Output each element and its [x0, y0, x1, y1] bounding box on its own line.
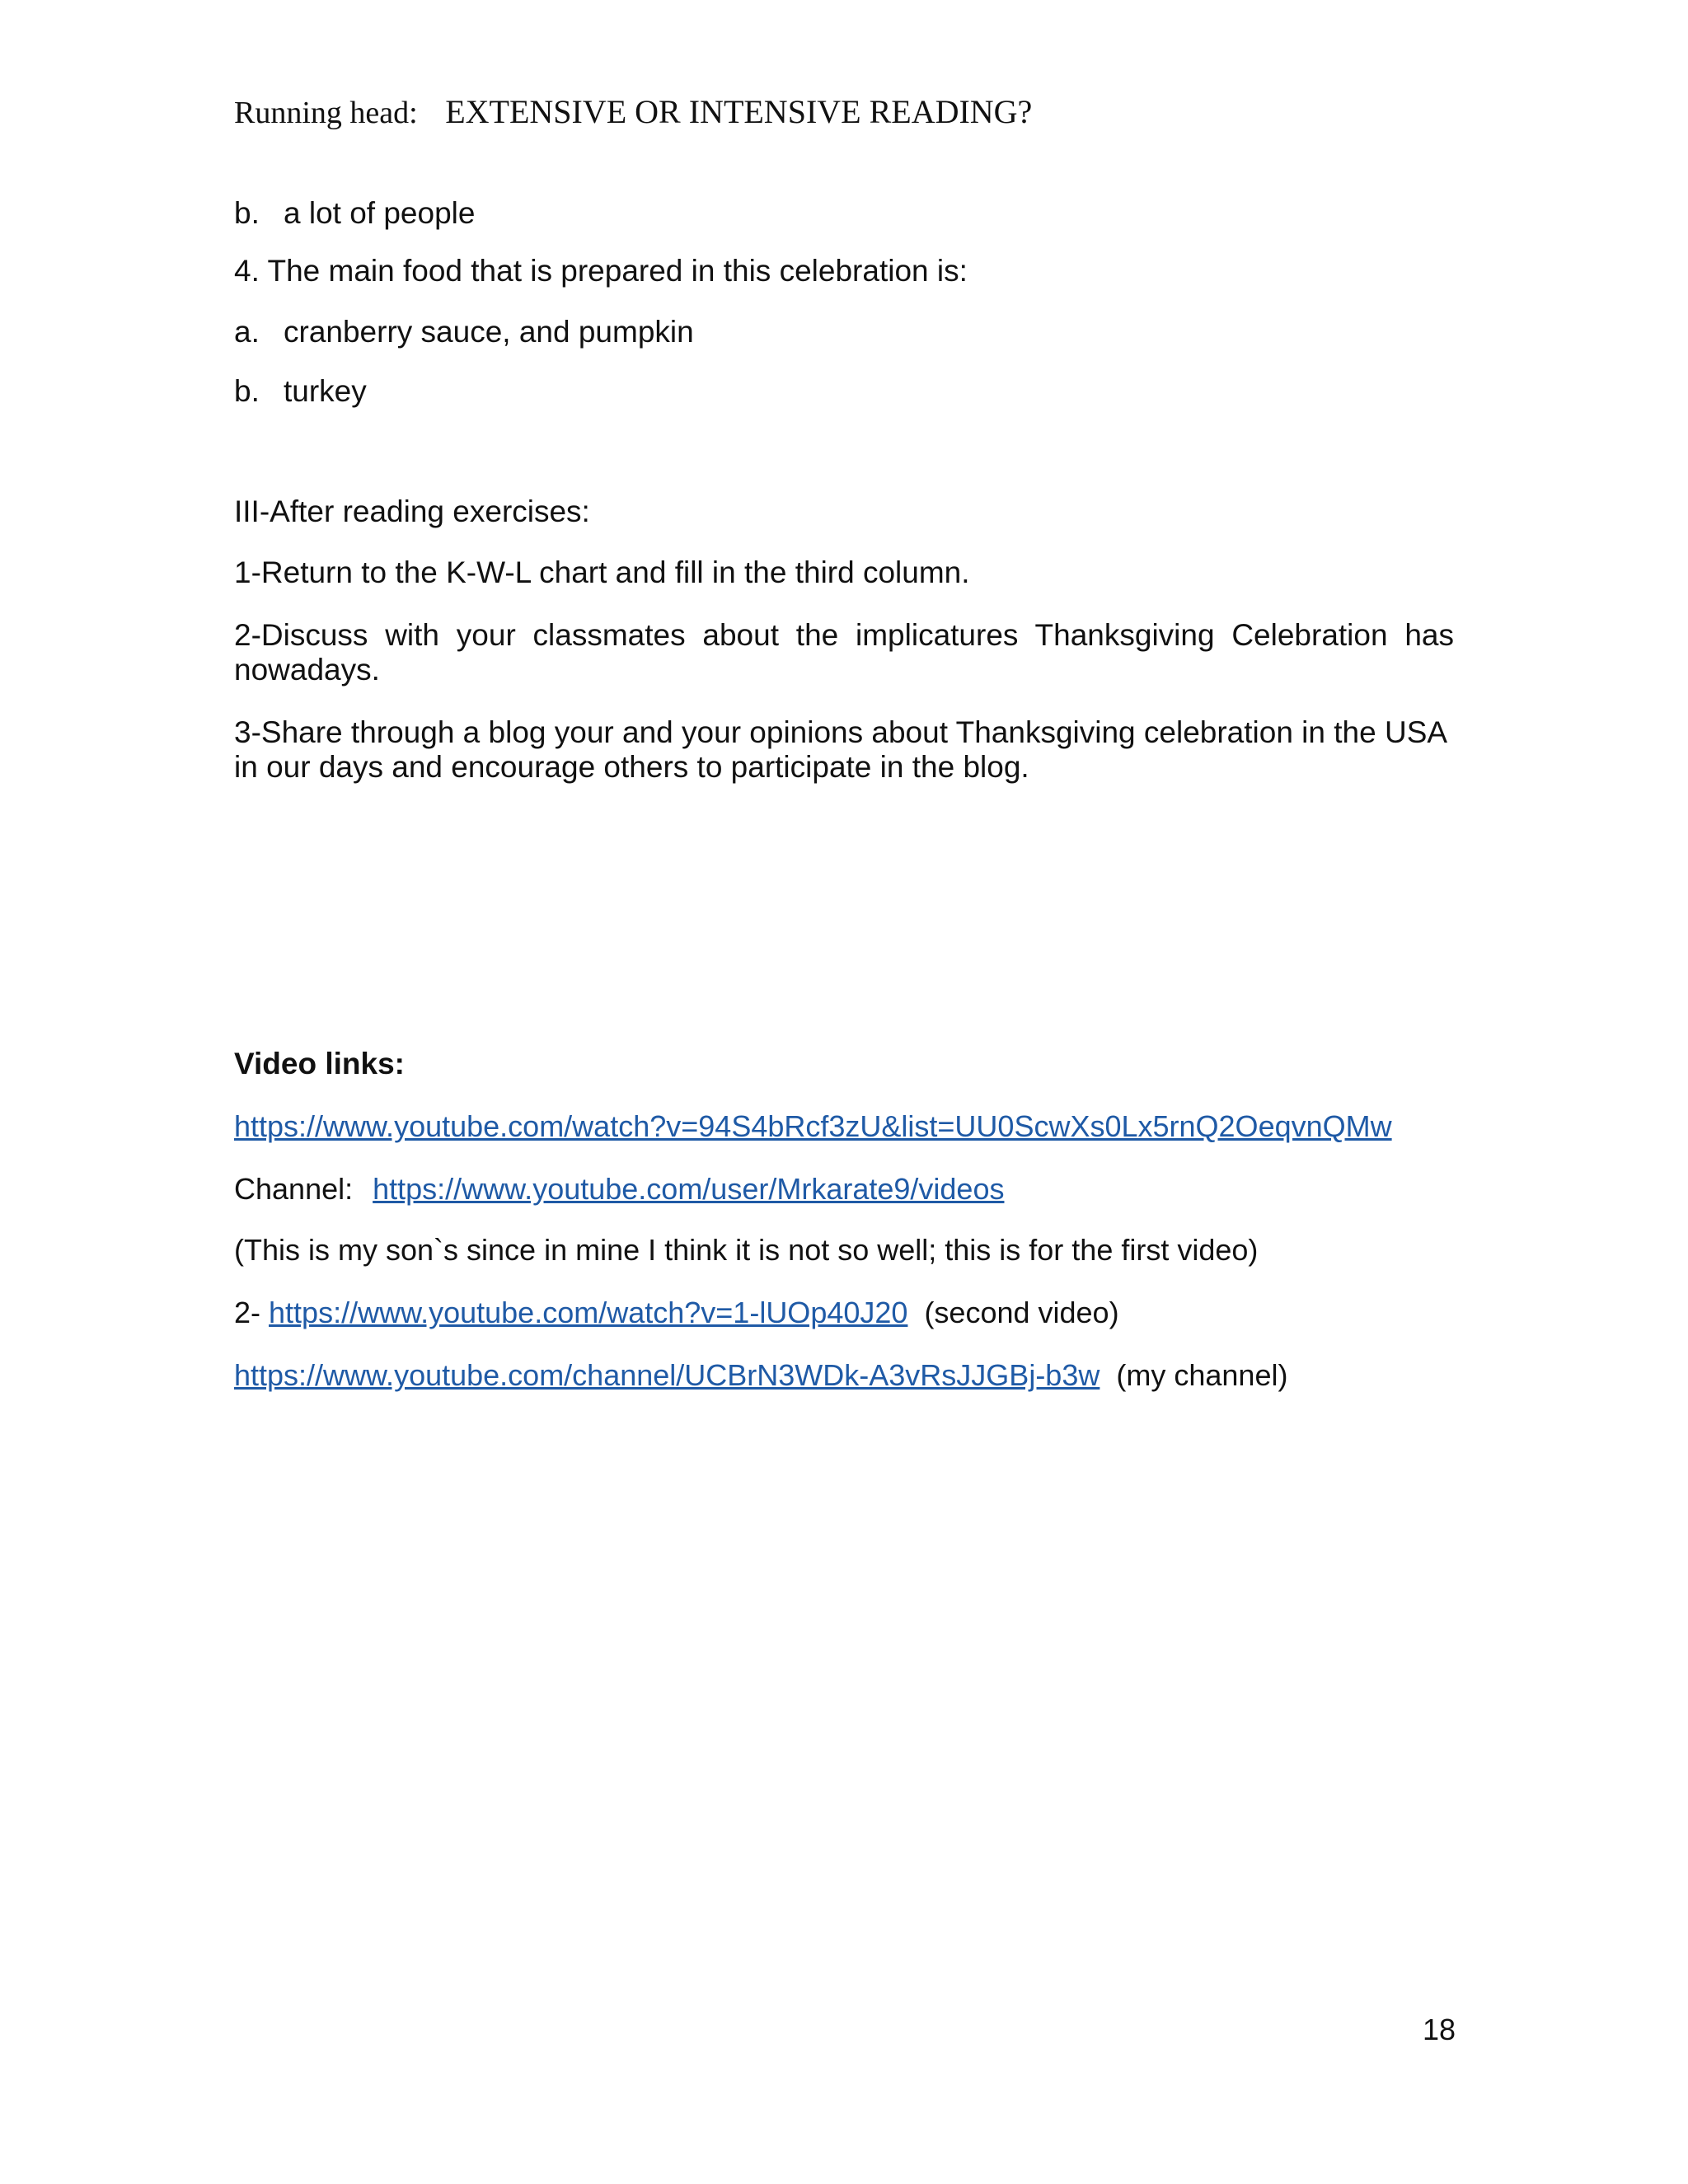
after-reading-item-1: 1-Return to the K-W-L chart and fill in the third column. — [234, 555, 970, 589]
second-video-link[interactable]: https://www.youtube.com/watch?v=1-lUOp40J20 — [269, 1296, 908, 1329]
option-text: a lot of people — [284, 196, 476, 230]
option-b-q4 — [234, 374, 367, 409]
second-video-prefix: 2- — [234, 1296, 261, 1329]
option-text: cranberry sauce, and pumpkin — [284, 315, 694, 349]
second-video-line — [234, 1296, 1119, 1330]
channel-line — [234, 1172, 1004, 1207]
video-links-heading: Video links: — [234, 1047, 405, 1080]
after-reading-item-2: 2-Discuss with your classmates about the implicatures Thanksgiving Celebration has nowadays. — [234, 618, 1454, 687]
running-head — [234, 92, 1032, 131]
video-link-1 — [234, 1109, 1392, 1144]
my-channel-suffix: (my channel) — [1116, 1358, 1288, 1392]
video-note: (This is my son`s since in mine I think it is not so well; this is for the first video) — [234, 1233, 1259, 1267]
page-number: 18 — [1423, 2013, 1456, 2046]
question-4: 4. The main food that is prepared in this celebration is: — [234, 254, 968, 288]
my-channel-link[interactable]: https://www.youtube.com/channel/UCBrN3WDk-A3vRsJJGBj-b3w — [234, 1358, 1100, 1392]
option-letter: a. — [234, 315, 260, 349]
after-reading-item-3: 3-Share through a blog your and your opinions about Thanksgiving celebration in the USA in our days and encourage others to participate in the blog. — [234, 715, 1447, 784]
option-b-q3 — [234, 196, 475, 231]
option-letter: b. — [234, 374, 260, 408]
after-reading-heading: III-After reading exercises: — [234, 494, 590, 528]
channel-label: Channel: — [234, 1172, 354, 1206]
video-link-1-url[interactable]: https://www.youtube.com/watch?v=94S4bRcf3zU&list=UU0ScwXs0Lx5rnQ2OeqvnQMw — [234, 1109, 1392, 1143]
my-channel-line — [234, 1358, 1287, 1393]
channel-link[interactable]: https://www.youtube.com/user/Mrkarate9/videos — [373, 1172, 1005, 1206]
running-head-label: Running head: — [234, 96, 418, 130]
option-letter: b. — [234, 196, 260, 230]
running-head-title: EXTENSIVE OR INTENSIVE READING? — [445, 93, 1033, 130]
second-video-suffix: (second video) — [924, 1296, 1119, 1329]
option-a-q4 — [234, 315, 694, 349]
option-text: turkey — [284, 374, 367, 408]
